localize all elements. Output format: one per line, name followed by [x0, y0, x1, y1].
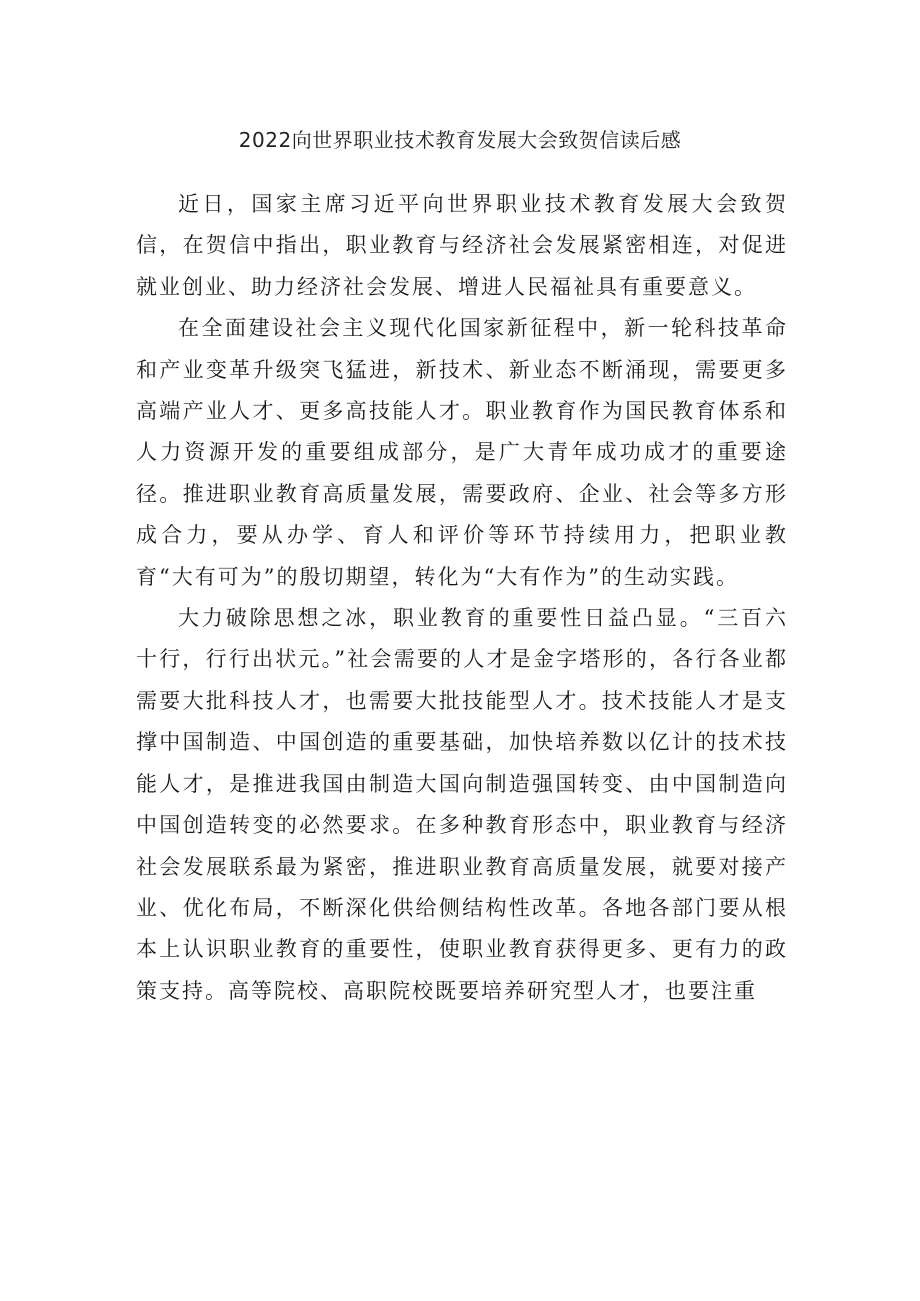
paragraph: 大力破除思想之冰，职业教育的重要性日益凸显。“三百六十行，行行出状元。”社会需要的人才是金字塔形的，各行各业都需要大批科技人才，也需要大批技能型人才。技术技能人才是支撑中国制造、中国创造的重要基础，加快培养数以亿计的技术技能人才，是推进我国由制造大国向制造强国转变、由中国制造向中国创造转变的必然要求。在多种教育形态中，职业教育与经济社会发展联系最为紧密，推进职业教育高质量发展，就要对接产业、优化布局，不断深化供给侧结构性改革。各地各部门要从根本上认识职业教育的重要性，使职业教育获得更多、更有力的政策支持。高等院校、高职院校既要培养研究型人才，也要注重	[136, 606, 788, 1003]
paragraph: 在全面建设社会主义现代化国家新征程中，新一轮科技革命和产业变革升级突飞猛进，新技术、新业态不断涌现，需要更多高端产业人才、更多高技能人才。职业教育作为国民教育体系和人力资源开发的重要组成部分，是广大青年成功成才的重要途径。推进职业教育高质量发展，需要政府、企业、社会等多方形成合力，要从办学、育人和评价等环节持续用力，把职业教育“大有可为”的殷切期望，转化为“大有作为”的生动实践。	[136, 316, 788, 589]
document-body	[136, 184, 788, 1012]
paragraph: 近日，国家主席习近平向世界职业技术教育发展大会致贺信，在贺信中指出，职业教育与经济社会发展紧密相连，对促进就业创业、助力经济社会发展、增进人民福祉具有重要意义。	[136, 192, 788, 299]
document-title: 2022向世界职业技术教育发展大会致贺信读后感	[238, 128, 682, 152]
